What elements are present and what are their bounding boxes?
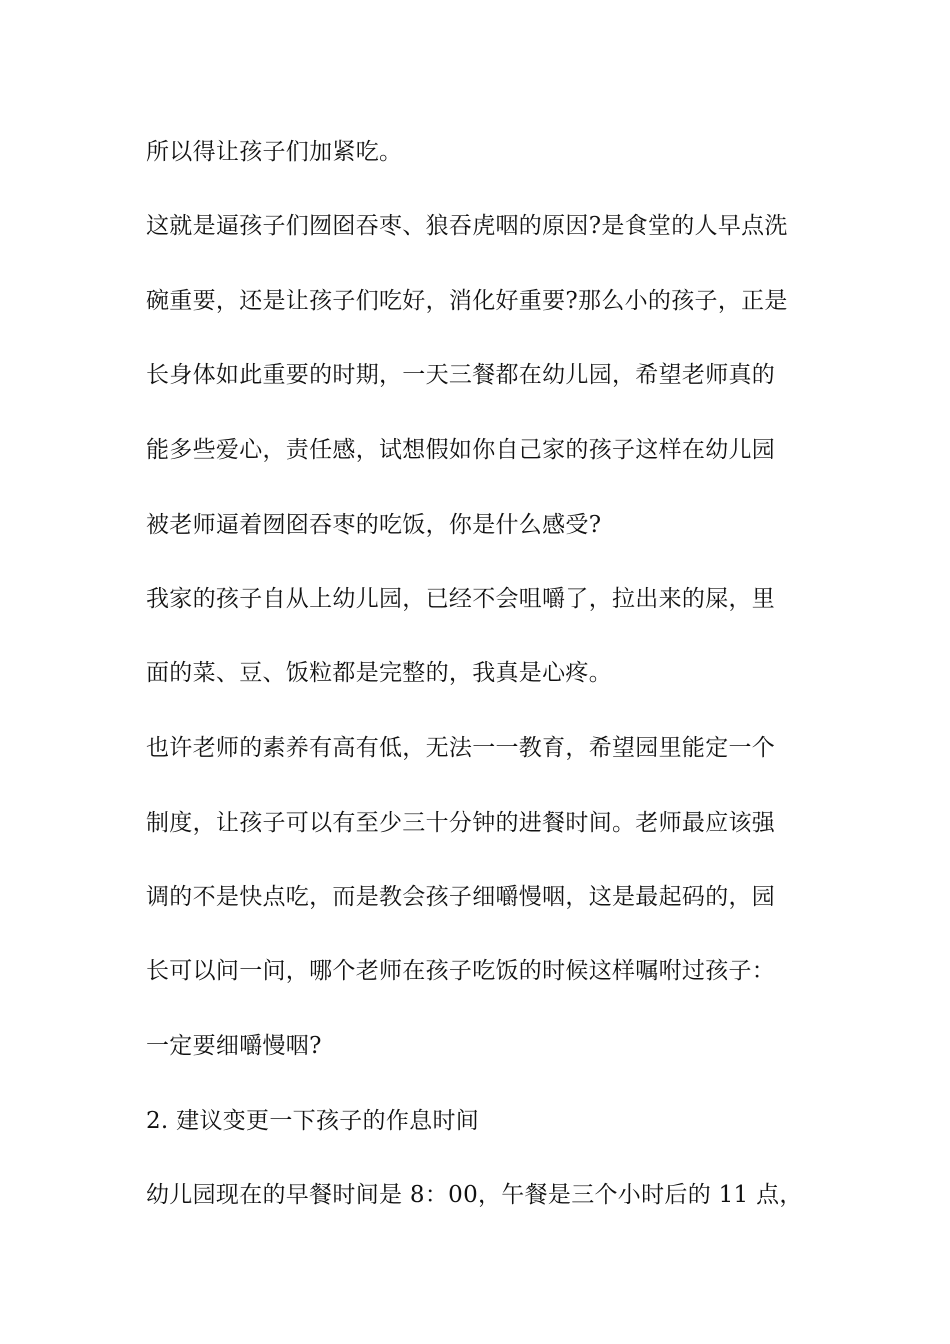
- text-line: 我家的孩子自从上幼儿园，已经不会咀嚼了，拉出来的屎，里: [146, 586, 776, 612]
- text-line: 碗重要，还是让孩子们吃好，消化好重要?那么小的孩子，正是: [146, 288, 788, 314]
- text-line: 调的不是快点吃，而是教会孩子细嚼慢咽，这是最起码的，园: [146, 884, 776, 910]
- text-line: 面的菜、豆、饭粒都是完整的，我真是心疼。: [146, 660, 612, 686]
- text-line: 一定要细嚼慢咽?: [146, 1033, 322, 1059]
- text-line: 所以得让孩子们加紧吃。: [146, 139, 403, 165]
- text-line: 也许老师的素养有高有低，无法一一教育，希望园里能定一个: [146, 735, 776, 761]
- text-line: 长可以问一问，哪个老师在孩子吃饭的时候这样嘱咐过孩子：: [146, 958, 776, 984]
- text-line: 长身体如此重要的时期，一天三餐都在幼儿园，希望老师真的: [146, 362, 776, 388]
- text-line: 制度，让孩子可以有至少三十分钟的进餐时间。老师最应该强: [146, 810, 776, 836]
- text-line: 被老师逼着囫囵吞枣的吃饭，你是什么感受?: [146, 512, 602, 538]
- text-line: 这就是逼孩子们囫囵吞枣、狼吞虎咽的原因?是食堂的人早点洗: [146, 213, 788, 239]
- text-line: 幼儿园现在的早餐时间是 8：00，午餐是三个小时后的 11 点，: [146, 1182, 803, 1208]
- section-heading: 2. 建议变更一下孩子的作息时间: [146, 1108, 480, 1134]
- text-line: 能多些爱心，责任感，试想假如你自己家的孩子这样在幼儿园: [146, 437, 776, 463]
